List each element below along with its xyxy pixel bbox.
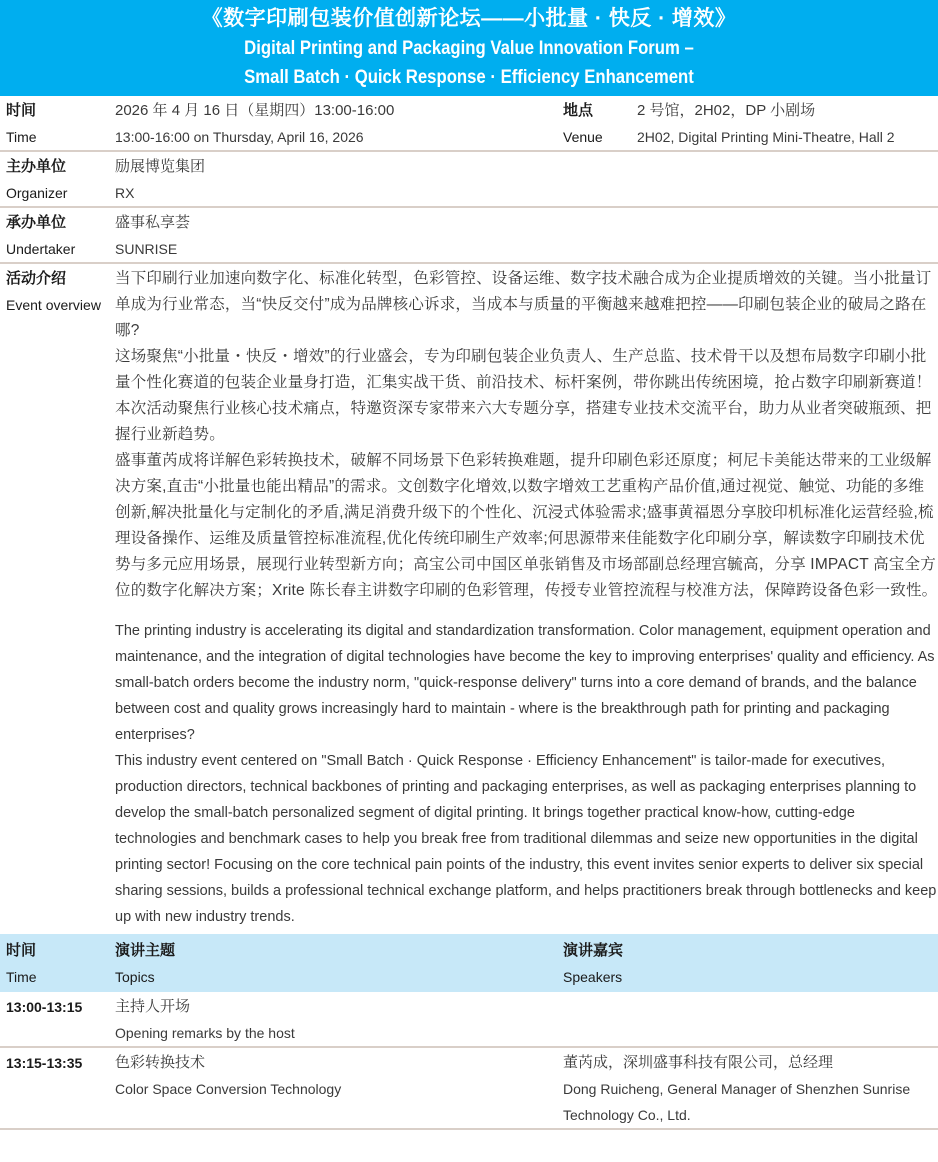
agenda-topic	[115, 1050, 563, 1128]
undertaker-value-cn: 盛事私享荟	[115, 214, 191, 231]
agenda-col-time-en: Time	[6, 969, 37, 985]
overview-cn-paragraph: 盛事董芮成将详解色彩转换技术，破解不同场景下色彩转换难题，提升印刷色彩还原度；柯尼卡美能达带来的工业级解决方案,直击“小批量也能出精品”的需求。文创数字化增效,以数字增效工艺重构产品价值,通过视觉、触觉、功能的多维创新,解决批量化与定制化的矛盾,满足消费升级下的个性化、沉浸式体验需求;盛事黄福恩分享胶印机标准化运营经验,梳理设备操作、运维及质量管控标准流程,优化传统印刷生产效率;何思源带来佳能数字化印刷分享，解读数字印刷技术优势与多元应用场景，展现行业转型新方向；高宝公司中国区单张销售及市场部副总经理宫毓高，分享 IMPACT 高宝全方位的数字化解决方案；Xrite 陈长春主讲数字印刷的色彩管理，传授专业管控流程与校准方法，保障跨设备色彩一致性。	[115, 452, 938, 599]
venue-value-cn: 2 号馆，2H02，DP 小剧场	[637, 102, 816, 119]
page-title-en-line1: Digital Printing and Packaging Value Innovation Forum –	[244, 38, 694, 59]
overview-cn-paragraph: 这场聚焦“小批量・快反・增效”的行业盛会，专为印刷包装企业负责人、生产总监、技术骨干以及想布局数字印刷小批量个性化赛道的包装企业量身打造，汇集实战干货、前沿技术、标杆案例，带你跳出传统困境，抢占数字印刷新赛道！本次活动聚焦行业核心技术痛点，特邀资深专家带来六大专题分享，搭建专业技术交流平台，助力从业者突破瓶颈、把握行业新趋势。	[115, 348, 932, 443]
time-label-cn: 时间	[6, 102, 37, 119]
page-title-cn: 《数字印刷包装价值创新论坛——小批量 · 快反 · 增效》	[201, 7, 737, 30]
agenda-row	[0, 1048, 938, 1130]
undertaker-value-en: SUNRISE	[115, 241, 178, 257]
agenda-time-text: 13:15-13:35	[6, 1055, 83, 1071]
agenda-speaker	[563, 994, 938, 1046]
venue-value-en: 2H02, Digital Printing Mini-Theatre, Hall 2	[637, 129, 895, 145]
overview-cn-text	[115, 266, 938, 604]
overview-en-paragraph: This industry event centered on "Small Batch · Quick Response · Efficiency Enhancement" is tailor-made for executives, production directors, technical backbones of printing and packaging enterprises, as well as packaging enterprises planning to develop the small-batch personalized segment of digital printing. It brings together practical know-how, cutting-edge technologies and benchmark cases to help you break free from traditional dilemmas and seize new opportunities in the digital printing sector! Focusing on the core technical pain points of the industry, this event invites senior experts to deliver six special sharing sessions, builds a professional technical exchange platform, and helps practitioners break through bottlenecks and keep up with new industry trends.	[115, 753, 937, 925]
time-value-cn: 2026 年 4 月 16 日（星期四）13:00-16:00	[115, 102, 395, 119]
organizer-value-en: RX	[115, 185, 135, 201]
overview-body	[115, 266, 938, 930]
time-value	[115, 98, 563, 150]
venue-label-en: Venue	[563, 129, 603, 145]
agenda-row	[0, 992, 938, 1048]
agenda-topic-en: Opening remarks by the host	[115, 1025, 295, 1041]
agenda-topic-cn: 主持人开场	[115, 998, 191, 1015]
agenda-col-speakers-en: Speakers	[563, 969, 623, 985]
overview-label-cn: 活动介绍	[6, 270, 67, 287]
venue-label-cn: 地点	[563, 102, 594, 119]
venue-value	[637, 98, 938, 150]
overview-label	[0, 266, 115, 930]
agenda-col-topics-cn: 演讲主题	[115, 942, 176, 959]
agenda-col-time-cn: 时间	[6, 942, 37, 959]
agenda-time-text: 13:00-13:15	[6, 999, 83, 1015]
title-banner	[0, 0, 938, 96]
overview-label-en: Event overview	[6, 297, 101, 313]
agenda-col-topics	[115, 938, 563, 992]
organizer-value-cn: 励展博览集团	[115, 158, 206, 175]
overview-cn-paragraph: 当下印刷行业加速向数字化、标准化转型，色彩管控、设备运维、数字技术融合成为企业提质增效的关键。当小批量订单成为行业常态，当“快反交付”成为品牌核心诉求，当成本与质量的平衡越来越难把控——印刷包装企业的破局之路在哪?	[115, 270, 932, 339]
agenda-col-time	[0, 938, 115, 992]
organizer-label-cn: 主办单位	[6, 158, 67, 175]
agenda-speaker-cn: 董芮成，深圳盛事科技有限公司，总经理	[563, 1054, 834, 1071]
undertaker-row	[0, 208, 938, 264]
undertaker-label-en: Undertaker	[6, 241, 76, 257]
time-label	[0, 98, 115, 150]
time-label-en: Time	[6, 129, 37, 145]
page-title-en-line2: Small Batch · Quick Response · Efficiency Enhancement	[244, 67, 694, 88]
agenda-topic-cn: 色彩转换技术	[115, 1054, 206, 1071]
agenda-header	[0, 934, 938, 992]
undertaker-label-cn: 承办单位	[6, 214, 67, 231]
agenda-speaker	[563, 1050, 938, 1128]
agenda-col-speakers	[563, 938, 938, 992]
organizer-row	[0, 152, 938, 208]
agenda-time	[0, 1050, 115, 1128]
time-venue-row	[0, 96, 938, 152]
agenda-col-speakers-cn: 演讲嘉宾	[563, 942, 624, 959]
overview-row	[0, 264, 938, 934]
organizer-label	[0, 154, 115, 206]
agenda-topic	[115, 994, 563, 1046]
undertaker-label	[0, 210, 115, 262]
undertaker-value	[115, 210, 938, 262]
agenda-speaker-en: Dong Ruicheng, General Manager of Shenzhen Sunrise Technology Co., Ltd.	[563, 1081, 911, 1123]
organizer-label-en: Organizer	[6, 185, 68, 201]
overview-en-text	[115, 618, 938, 930]
time-value-en: 13:00-16:00 on Thursday, April 16, 2026	[115, 129, 364, 145]
organizer-value	[115, 154, 938, 206]
venue-label	[563, 98, 637, 150]
agenda-col-topics-en: Topics	[115, 969, 155, 985]
agenda-time	[0, 994, 115, 1046]
overview-en-paragraph: The printing industry is accelerating its digital and standardization transformation. Color management, equipment operation and maintenance, and the integration of digital technologies have become the key to improving enterprises' quality and efficiency. As small-batch orders become the industry norm, "quick-response delivery" turns into a core demand of brands, and the balance between cost and quality grows increasingly hard to maintain - where is the breakthrough path for printing and packaging enterprises?	[115, 623, 935, 743]
agenda-topic-en: Color Space Conversion Technology	[115, 1081, 342, 1097]
